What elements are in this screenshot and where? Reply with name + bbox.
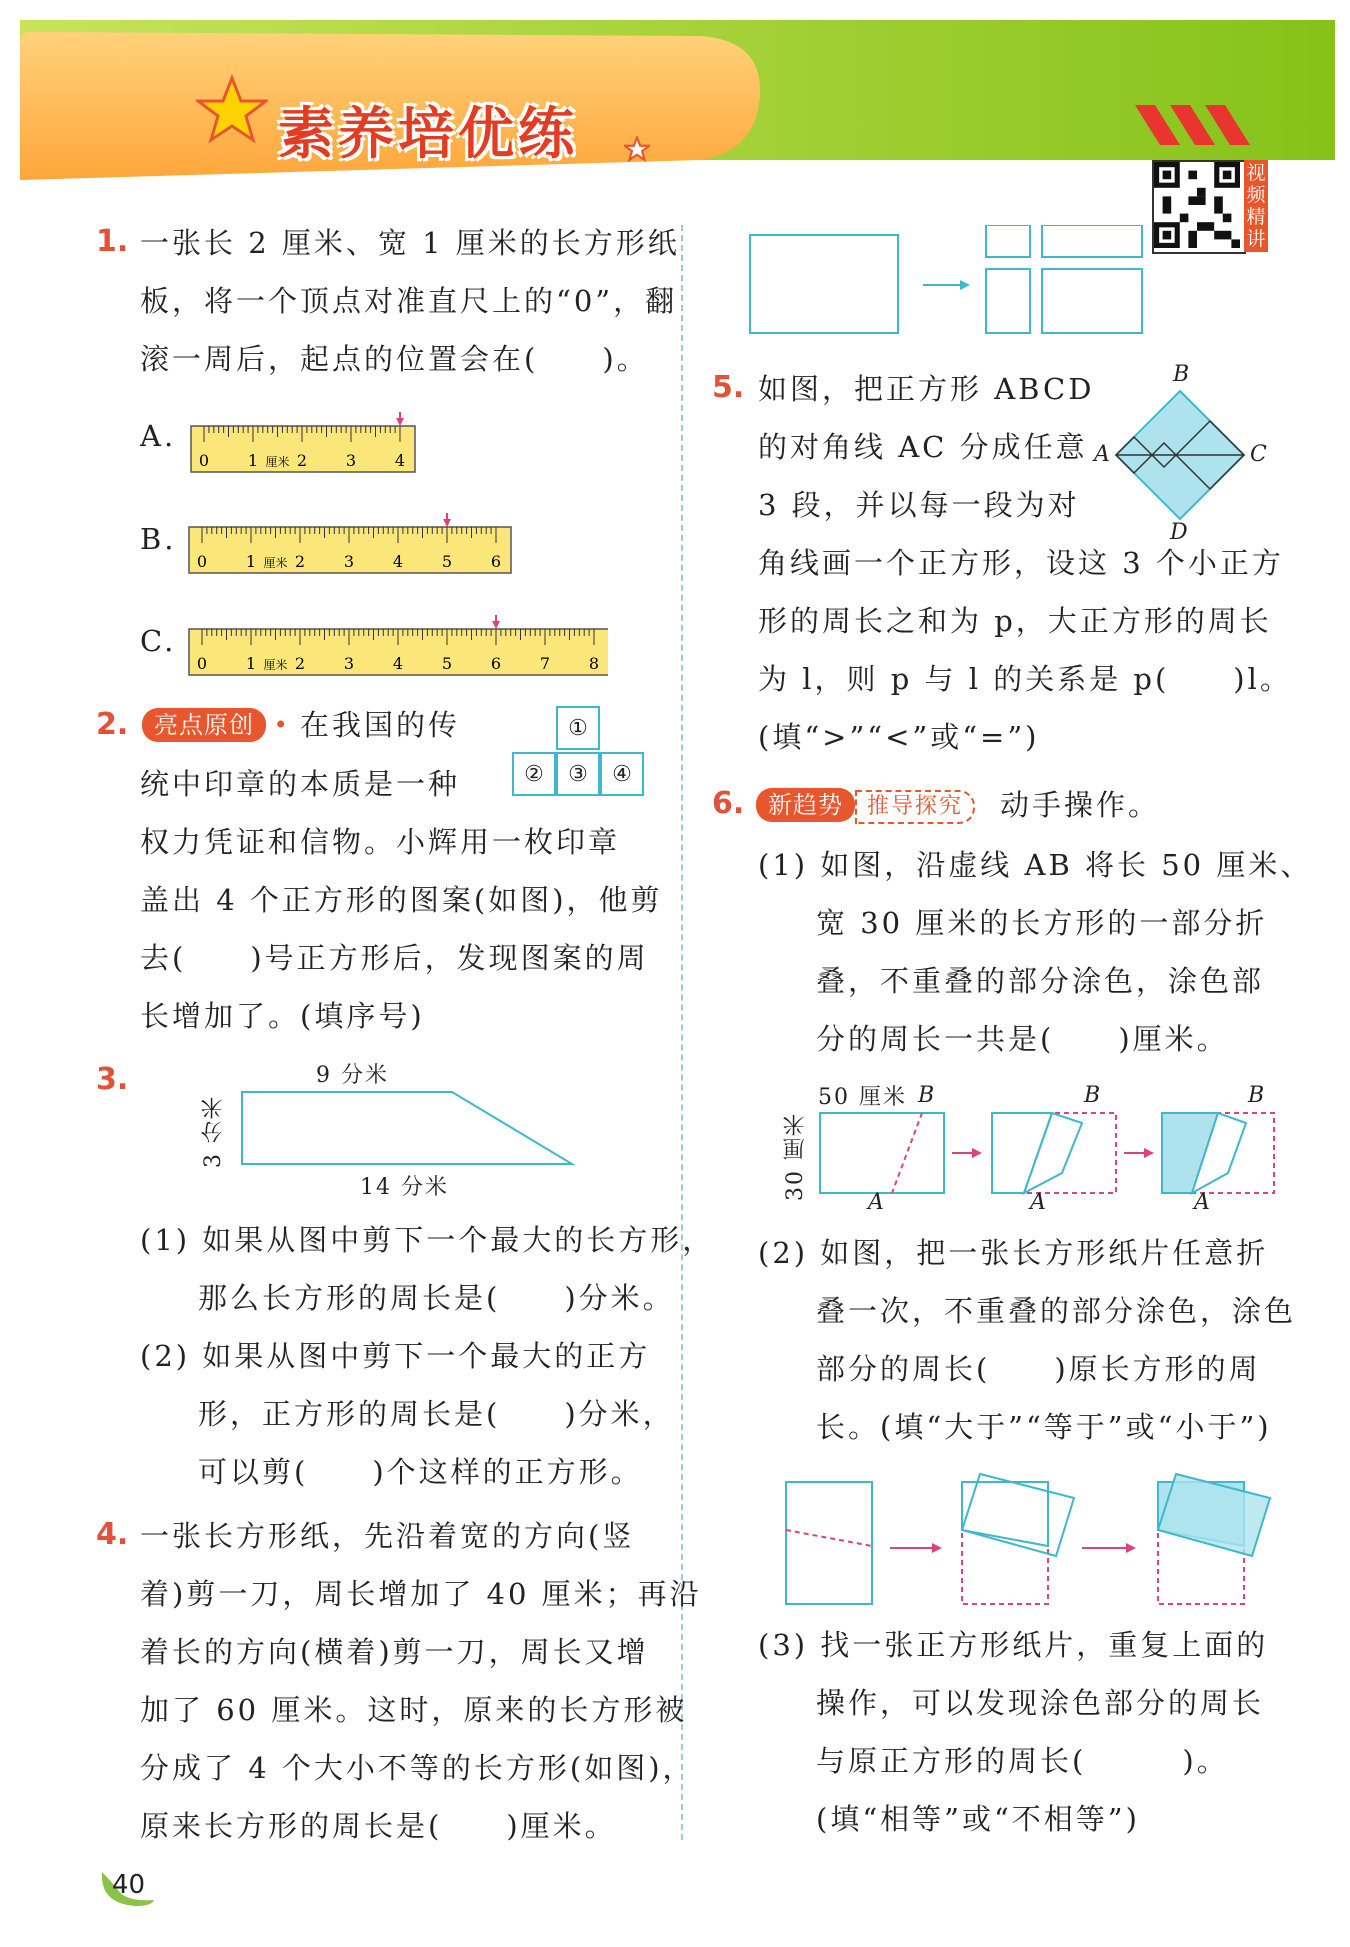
q3-sub2-line-3: 可以剪( )个这样的正方形。 (198, 1455, 643, 1489)
q6-sub2-line-4: 长。(填“大于”“等于”或“小于”) (816, 1410, 1272, 1444)
q6-sub2-line-3: 部分的周长( )原长方形的周 (816, 1352, 1261, 1386)
q6-sub1-line-1: (1) 如图，沿虚线 AB 将长 50 厘米、 (758, 848, 1313, 882)
q1-line-3: 滚一周后，起点的位置会在( )。 (140, 342, 649, 376)
stamp-square-2: ② (512, 752, 556, 796)
q2-number: 2. (96, 707, 129, 742)
ruler-tick-label: 2 (294, 552, 306, 571)
q2-line-2: 统中印章的本质是一种 (140, 767, 461, 801)
q2-line-3: 权力凭证和信物。小辉用一枚印章 (140, 825, 621, 859)
stamp-square-3: ③ (556, 752, 600, 796)
q5-line-2: 的对角线 AC 分成任意 (758, 430, 1088, 464)
ruler-unit-label: 厘米 (265, 455, 290, 469)
q6-sub3-line-1: (3) 找一张正方形纸片，重复上面的 (758, 1628, 1269, 1662)
q2-line-6: 长增加了。(填序号) (140, 999, 425, 1033)
q4-line-1: 一张长方形纸，先沿着宽的方向(竖 (140, 1519, 635, 1553)
q3-bottom-label: 14 分米 (360, 1175, 449, 1200)
ruler-a (190, 412, 430, 482)
q5-number: 5. (712, 370, 745, 405)
q1-number: 1. (96, 224, 129, 259)
ruler-tick-label: 1 (245, 552, 257, 571)
q4-line-3: 着长的方向(横着)剪一刀，周长又增 (140, 1635, 649, 1669)
ruler-tick-label: 5 (441, 552, 453, 571)
q6-fig1-point-b: B (918, 1083, 935, 1108)
q6-fold-figure-2 (780, 1470, 1280, 1610)
small-star-icon (624, 136, 650, 162)
q4-line-5: 分成了 4 个大小不等的长方形(如图)， (140, 1751, 695, 1785)
q6-sub1-line-4: 分的周长一共是( )厘米。 (816, 1022, 1229, 1056)
ruler-tick-label: 1 (247, 451, 259, 470)
q6-sub1-line-3: 叠，不重叠的部分涂色，涂色部 (816, 964, 1265, 998)
q3-sub1-line-1: (1) 如果从图中剪下一个最大的长方形， (140, 1223, 715, 1257)
q5-square-figure (1110, 385, 1250, 525)
ruler-arrow-head (443, 519, 451, 527)
q6-sub3-line-4: (填“相等”或“不相等”) (816, 1802, 1140, 1836)
star-icon (196, 74, 268, 146)
q6-badge: 新趋势 (756, 788, 855, 822)
ruler-tick-label: 4 (394, 451, 406, 470)
ruler-tick-label: 6 (490, 552, 502, 571)
q6-sub3-line-2: 操作，可以发现涂色部分的周长 (816, 1686, 1265, 1720)
q6-number: 6. (712, 786, 745, 821)
ruler-tick-label: 0 (198, 451, 210, 470)
ruler-tick-label: 1 (245, 654, 257, 673)
q6-fig1-point-a: A (868, 1190, 884, 1215)
ruler-unit-label: 厘米 (263, 658, 288, 672)
q6-sub3-line-3: 与原正方形的周长( )。 (816, 1744, 1229, 1778)
ruler-tick-label: 0 (196, 654, 208, 673)
ruler-arrow-head (492, 621, 500, 629)
q3-number: 3. (96, 1062, 129, 1097)
q3-sub2-line-2: 形，正方形的周长是( )分米， (198, 1397, 675, 1431)
q6-fig2-point-b: B (1084, 1083, 1101, 1108)
q5-line-4: 角线画一个正方形，设这 3 个小正方 (758, 546, 1284, 580)
q6-fig2-point-a: A (1030, 1190, 1046, 1215)
q6-sub2-line-1: (2) 如图，把一张长方形纸片任意折 (758, 1236, 1269, 1270)
qr-label: 视频精讲 (1244, 160, 1268, 252)
ruler-tick-label: 6 (490, 654, 502, 673)
ruler-b (188, 513, 528, 583)
q2-line-5: 去( )号正方形后，发现图案的周 (140, 941, 649, 975)
q5-point-b: B (1173, 362, 1190, 387)
q1-option-c-label[interactable]: C. (140, 624, 177, 658)
page-number: 40 (112, 1870, 146, 1900)
q1-line-2: 板，将一个顶点对准直尺上的“0”，翻 (140, 284, 678, 318)
q3-side-label: 3 分米 (201, 1095, 226, 1168)
q5-point-d: D (1170, 520, 1188, 545)
q4-number: 4. (96, 1517, 129, 1552)
q5-line-5: 形的周长之和为 p，大正方形的周长 (758, 604, 1272, 638)
q2-line-4: 盖出 4 个正方形的图案(如图)，他剪 (140, 883, 663, 917)
q5-point-a: A (1094, 442, 1110, 467)
ruler-unit-label: 厘米 (263, 556, 288, 570)
qr-code-icon (1154, 162, 1240, 248)
qr-code[interactable] (1152, 160, 1246, 254)
q2-line-1: 在我国的传 (300, 708, 461, 742)
ruler-tick-label: 3 (343, 552, 355, 571)
ruler-arrow-head (396, 418, 404, 426)
ruler-tick-label: 3 (345, 451, 357, 470)
ruler-tick-label: 7 (539, 654, 551, 673)
q5-line-1: 如图，把正方形 ABCD (758, 372, 1095, 406)
ruler-c (188, 615, 608, 685)
q1-option-b-label[interactable]: B. (140, 522, 177, 556)
q3-top-label: 9 分米 (316, 1063, 389, 1088)
q6-badge-wrap (756, 788, 975, 824)
q2-badge: 亮点原创 (142, 708, 266, 742)
ruler-tick-label: 4 (392, 552, 404, 571)
section-title: 素养培优练 (278, 102, 578, 167)
q5-line-6: 为 l，则 p 与 l 的关系是 p( )l。 (758, 662, 1292, 696)
q6-fig3-point-b: B (1248, 1083, 1265, 1108)
q4-line-2: 着)剪一刀，周长增加了 40 厘米；再沿 (140, 1577, 702, 1611)
q6-sub2-line-2: 叠一次，不重叠的部分涂色，涂色 (816, 1294, 1297, 1328)
q5-line-7: (填“>”“<”或“=”) (758, 720, 1040, 754)
ruler-tick-label: 4 (392, 654, 404, 673)
trapezoid-figure (240, 1090, 580, 1170)
q6-intro: 动手操作。 (1000, 788, 1161, 822)
q6-badge-tag: 推导探究 (855, 790, 975, 824)
q4-line-6: 原来长方形的周长是( )厘米。 (140, 1809, 617, 1843)
q4-line-4: 加了 60 厘米。这时，原来的长方形被 (140, 1693, 688, 1727)
ruler-tick-label: 3 (343, 654, 355, 673)
q5-point-c: C (1250, 442, 1267, 467)
ruler-tick-label: 2 (294, 654, 306, 673)
ruler-tick-label: 0 (196, 552, 208, 571)
stamp-square-1: ① (556, 706, 600, 750)
q3-sub2-line-1: (2) 如果从图中剪下一个最大的正方 (140, 1339, 651, 1373)
q1-option-a-label[interactable]: A. (140, 419, 177, 453)
q6-fig-length: 50 厘米 (818, 1085, 907, 1110)
ruler-tick-label: 5 (441, 654, 453, 673)
q6-sub1-line-2: 宽 30 厘米的长方形的一部分折 (816, 906, 1268, 940)
q5-line-3: 3 段，并以每一段为对 (758, 488, 1080, 522)
q6-fig3-point-a: A (1194, 1190, 1210, 1215)
q4-cut-figure (748, 225, 1148, 345)
q3-sub1-line-2: 那么长方形的周长是( )分米。 (198, 1281, 675, 1315)
q2-badge-wrap: 亮点原创 • (142, 708, 288, 742)
ruler-tick-label: 2 (296, 451, 308, 470)
q1-line-1: 一张长 2 厘米、宽 1 厘米的长方形纸 (140, 226, 680, 260)
ruler-tick-label: 8 (588, 654, 600, 673)
stamp-square-4: ④ (600, 752, 644, 796)
q6-fig-width: 30 厘米 (783, 1112, 808, 1201)
